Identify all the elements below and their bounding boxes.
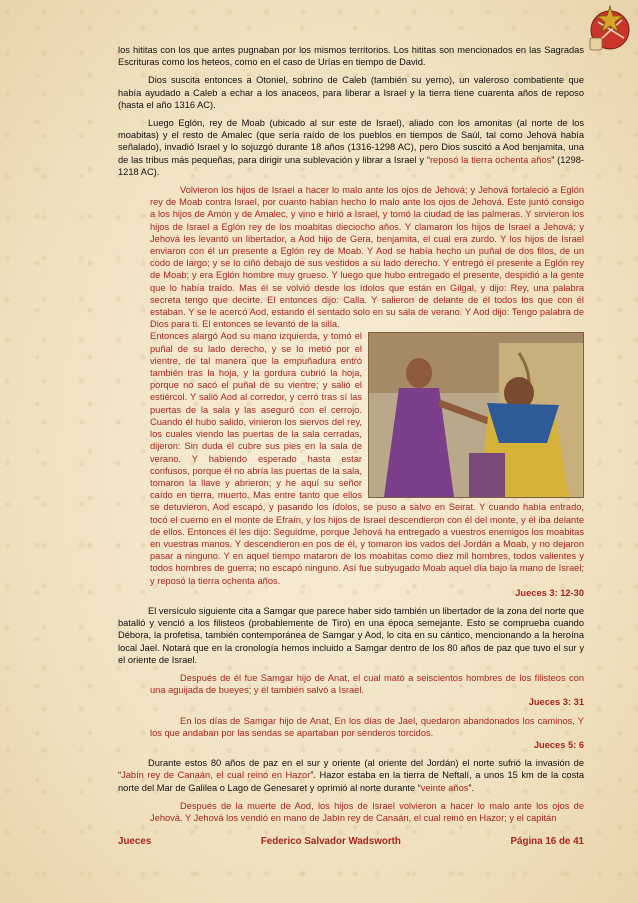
red-phrase: reposó la tierra ochenta años xyxy=(429,154,552,165)
quote-text-continued: Entonces alargó Aod su mano izquierda, y tomó el puñal de su lado derecho, y se lo metió por el vientre, de tal manera que la empuñadura entró también tras la hoja, y la gordura cubrió la hoja, porque no sacó el puñal de su vientre; y salió el estiércol. Y salió Aod al corredor, y cerró tras sí las puertas de la sala y las aseguró con el cerrojo. Cuando él hubo salido, vinieron los siervos del rey, los cuales viendo las puertas de la sala cerradas, dijeron: Sin duda él cubre sus pies en la sala de verano. Y habiendo esperado hasta estar confusos, porque él no abría las puertas de la sala, tomaron la llave y abrieron; y he aquí su señor caído en tierra, muerto. Mas entre tanto que ellos se detuvieron, Aod escapó, y pasando los ídolos, se puso a salvo en Seirat. Y cuando había entrado, tocó el cuerno en el monte de Efraín, y los hijos de Israel descendieron con él del monte, y él iba delante de ellos. Entonces él les dijo: Seguidme, porque Jehová ha entregado a vuestros enemigos los moabitas en vuestras manos. Y descendieron en pos de él, y tomaron los vados del Jordán a Moab, y no dejaron pasar a ninguno. Y en aquel tiempo mataron de los moabitas como diez mil hombres, todos valientes y todos hombres de guerra; no escapó ninguno. Así fue subyugado Moab aquel día bajo la mano de Israel; y reposó la tierra ochenta años. xyxy=(150,331,584,586)
page-footer xyxy=(118,836,584,847)
paragraph-samgar: El versículo siguiente cita a Samgar que parece haber sido también un libertador de la zona del norte que batalló y venció a los filisteos (probablemente de Tiro) en una época semejante. Esto se comprueba cuando Débora, la profetisa, también contemporánea de Samgar y Aod, lo cita en su cántico, mencionando a la heroína local Jael. Notará que en la cronología hemos incluido a Samgar dentro de los 80 años de paz que tuvo el sur y el oriente de Israel. xyxy=(118,605,584,665)
quote-text: En los días de Samgar hijo de Anat, En los días de Jael, quedaron abandonados los caminos, Y los que andaban por las sendas se apartaban por senderos torcidos. xyxy=(150,715,584,738)
illustration-aod-eglon xyxy=(368,332,584,498)
quote-reference: Jueces 3: 31 xyxy=(528,697,584,708)
paragraph-eglon: Luego Eglón, rey de Moab (ubicado al sur este de Israel), aliado con los amonitas (al norte de los moabitas) y el resto de Amalec (que sería raído de los pueblos en tiempos de Saúl, tal como Jehová había señalado), invadió Israel y lo sojuzgó durante 18 años (1316-1298 AC), pero Dios suscitó a Aod benjamita, una de las tribus más pequeñas, para dirigir una sublevación y librar a Israel y “reposó la tierra ochenta años” (1298-1218 AC). xyxy=(118,118,584,177)
quote-reference: Jueces 3: 12-30 xyxy=(515,587,584,598)
page-content xyxy=(118,44,584,824)
quote-jueces-4: Después de la muerte de Aod, los hijos de Israel volvieron a hacer lo malo ante los ojos de Jehová. Y Jehová los vendió en mano de Jabín rey de Canaán, el cual reinó en Hazor; y el capitán xyxy=(150,800,584,823)
quote-text: Después de él fue Samgar hijo de Anat, el cual mató a seiscientos hombres de los filisteos con una aguijada de bueyes; y él también salvó a Israel. xyxy=(150,672,584,696)
footer-page-number: Página 16 de 41 xyxy=(510,836,584,847)
site-logo-icon xyxy=(580,2,636,58)
quote-jueces-3-31 xyxy=(118,672,584,709)
quote-reference: Jueces 5: 6 xyxy=(533,739,584,750)
paragraph-hititas: los hititas con los que antes pugnaban por los mismos territorios. Los hititas son mencionados en las Sagradas Escrituras como los heteos, como en el caso de Urías en tiempo de David. xyxy=(118,45,584,68)
paragraph-jabin: Durante estos 80 años de paz en el sur y oriente (al oriente del Jordán) el norte sufrió la invasión de “Jabín rey de Canaán, el cual reinó en Hazor”. Hazor estaba en la tierra de Neftalí, a unos 15 km de la costa norte del Mar de Galilea o Lago de Genesaret y oprimió al norte durante “veinte años”. xyxy=(118,758,585,793)
quote-text: Volvieron los hijos de Israel a hacer lo malo ante los ojos de Jehová; y Jehová fortaleció a Eglón rey de Moab contra Israel, por cuanto habían hecho lo malo ante los ojos de Jehová. Este juntó consigo a los hijos de Amón y de Amalec, y vino e hirió a Israel, y tomó la ciudad de las palmeras. Y sirvieron los hijos de Israel a Eglón rey de los moabitas dieciocho años. Y clamaron los hijos de Israel a Jehová; y Jehová les levantó un libertador, a Aod hijo de Gera, benjamita, el cual era zurdo. Y los hijos de Israel enviaron con él un presente a Eglón rey de Moab. Y Aod se había hecho un puñal de dos filos, de un codo de largo; y se lo ciñó debajo de sus vestidos a su lado derecho. Y entregó el presente a Eglón rey de Moab; y era Eglón hombre muy grueso. Y luego que hubo entregado el presente, despidió a la gente que lo había traído. Mas él se volvió desde los ídolos que están en Gilgal, y dijo: Rey, una palabra secreta tengo que decirte. El entonces dijo: Calla. Y salieron de delante de él todos los que con él estaban. Y se le acercó Aod, estando él sentado solo en su sala de verano. Y Aod dijo: Tengo palabra de Dios para ti. El entonces se levantó de la silla. xyxy=(150,185,584,330)
footer-author: Federico Salvador Wadsworth xyxy=(260,836,401,847)
paragraph-otoniel: Dios suscita entonces a Otoniel, sobrino de Caleb (también su yerno), un valeroso combatiente que había ayudado a Caleb a echar a los anaceos, para liberar a Israel y la tierra tiene cuarenta años de reposo (hasta el año 1316 AC). xyxy=(118,75,584,110)
quote-jueces-3-12 xyxy=(118,184,584,599)
quote-jueces-5-6 xyxy=(118,715,584,752)
footer-book: Jueces xyxy=(118,836,152,847)
